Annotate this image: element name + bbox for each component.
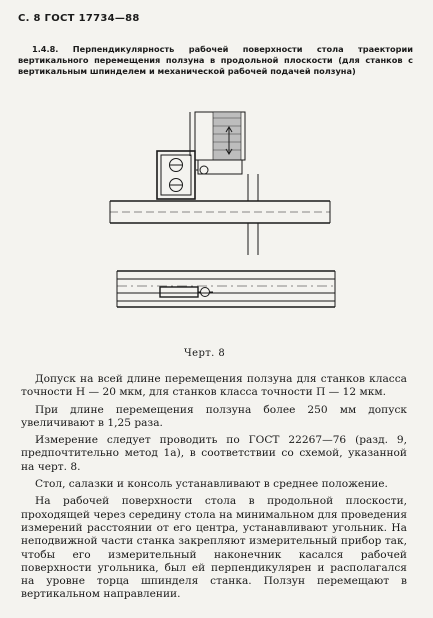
front-view [110,112,330,255]
technical-drawing [0,100,433,360]
indicator-bar [160,287,198,297]
page-header: С. 8 ГОСТ 17734—88 [18,13,140,24]
paragraph: На рабочей поверхности стола в продольной плоскости, проходящей через середину стола на минимальном для проведения измерений расстоянии от его центра, устанавливают угольник. На неподвижной части станка закрепляют измерительный прибор так, чтобы его измерительный наконечник касался рабочей поверхности угольника, был ей перпендикулярен и располагался на уровне торца шпинделя станка. Ползун перемещают в вертикальном направлении. [21,495,407,601]
paragraph: При длине перемещения ползуна более 250 мм допуск увеличивают в 1,25 раза. [21,403,407,429]
figure-caption: Черт. 8 [184,348,226,359]
paragraph: Стол, салазки и консоль устанавливают в среднее положение. [35,478,388,491]
paragraph: Допуск на всей длине перемещения ползуна для станков класса точности Н — 20 мкм, для станков класса точности П — 12 мкм. [21,373,407,399]
paragraph: Измерение следует проводить по ГОСТ 22267—76 (разд. 9, предпочтительно метод 1а), в соответствии со схемой, указанной на черт. 8. [21,434,407,473]
drawing-svg [0,100,433,360]
plan-view [117,271,335,307]
body-text [21,373,407,606]
section-heading: 1.4.8. Перпендикулярность рабочей поверхности стола траектории вертикального перемещения ползуна в продольной плоскости (для станков с вертикальным шпинделем и механической рабочей подачей ползуна) [18,44,413,76]
